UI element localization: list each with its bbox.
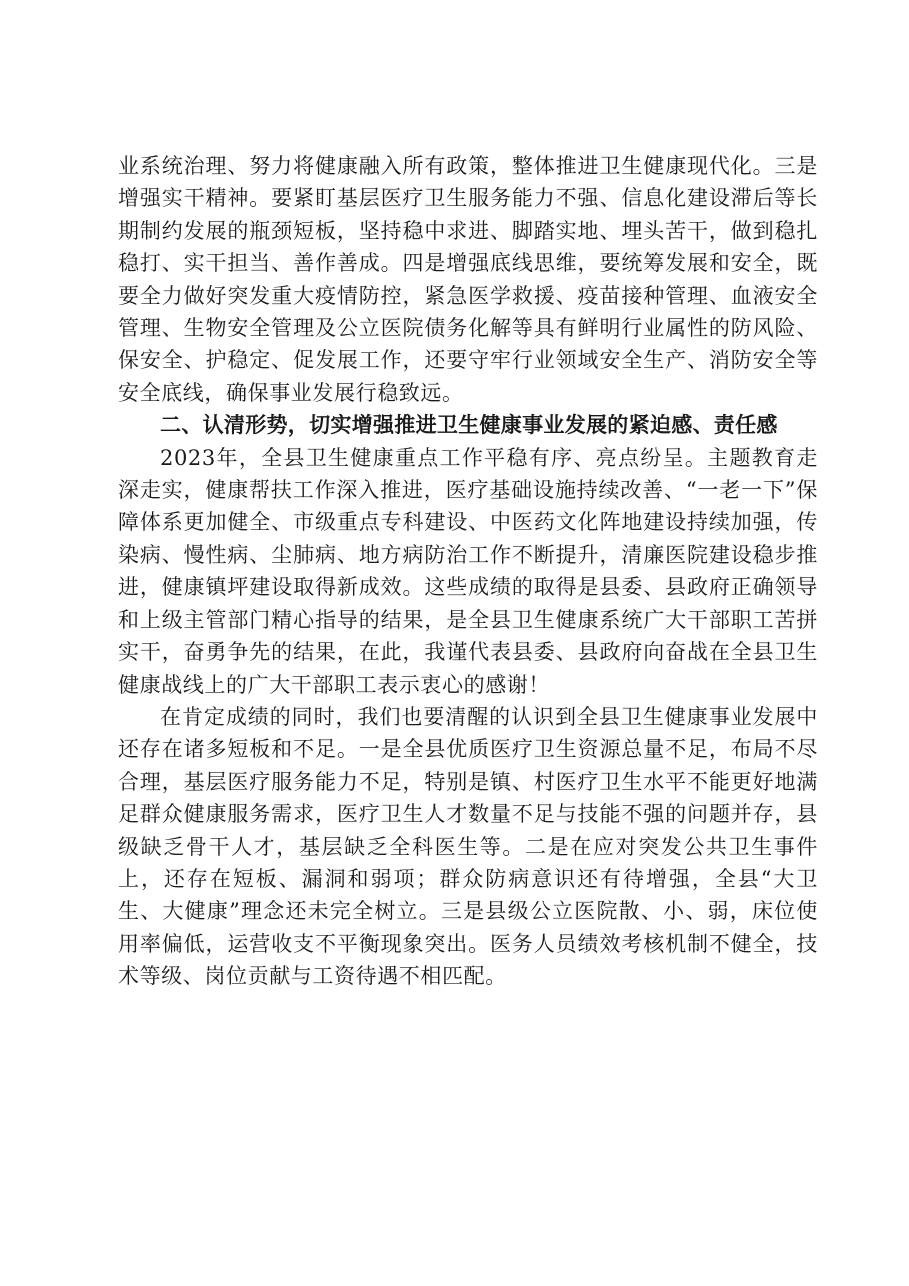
body-paragraph: 在肯定成绩的同时，我们也要清醒的认识到全县卫生健康事业发展中还存在诸多短板和不足。一是全县优质医疗卫生资源总量不足，布局不尽合理，基层医疗服务能力不足，特别是镇、村医疗卫生水平不能更好地满足群众健康服务需求，医疗卫生人才数量不足与技能不强的问题并存，县级缺乏骨干人才，基层缺乏全科医生等。二是在应对突发公共卫生事件上，还存在短板、漏洞和弱项；群众防病意识还有待增强，全县“大卫生、大健康”理念还未完全树立。三是县级公立医院散、小、弱，床位使用率偏低，运营收支不平衡现象突出。医务人员绩效考核机制不健全，技术等级、岗位贡献与工资待遇不相匹配。 xyxy=(118,704,818,989)
body-paragraph: 2023年，全县卫生健康重点工作平稳有序、亮点纷呈。主题教育走深走实，健康帮扶工作深入推进，医疗基础设施持续改善、“一老一下”保障体系更加健全、市级重点专科建设、中医药文化阵地建设持续加强，传染病、慢性病、尘肺病、地方病防治工作不断提升，清廉医院建设稳步推进，健康镇坪建设取得新成效。这些成绩的取得是县委、县政府正确领导和上级主管部门精心指导的结果，是全县卫生健康系统广大干部职工苦拼实干，奋勇争先的结果，在此，我谨代表县委、县政府向奋战在全县卫生健康战线上的广大干部职工表示衷心的感谢！ xyxy=(118,445,818,697)
body-paragraph: 业系统治理、努力将健康融入所有政策，整体推进卫生健康现代化。三是增强实干精神。要紧盯基层医疗卫生服务能力不强、信息化建设滞后等长期制约发展的瓶颈短板，坚持稳中求进、脚踏实地、埋头苦干，做到稳扎稳打、实干担当、善作善成。四是增强底线思维，要统筹发展和安全，既要全力做好突发重大疫情防控，紧急医学救援、疫苗接种管理、血液安全管理、生物安全管理及公立医院债务化解等具有鲜明行业属性的防风险、保安全、护稳定、促发展工作，还要守牢行业领域安全生产、消防安全等安全底线，确保事业发展行稳致远。 xyxy=(118,154,818,405)
section-heading: 二、认清形势，切实增强推进卫生健康事业发展的紧迫感、责任感 xyxy=(160,413,778,438)
document-page xyxy=(118,150,818,993)
